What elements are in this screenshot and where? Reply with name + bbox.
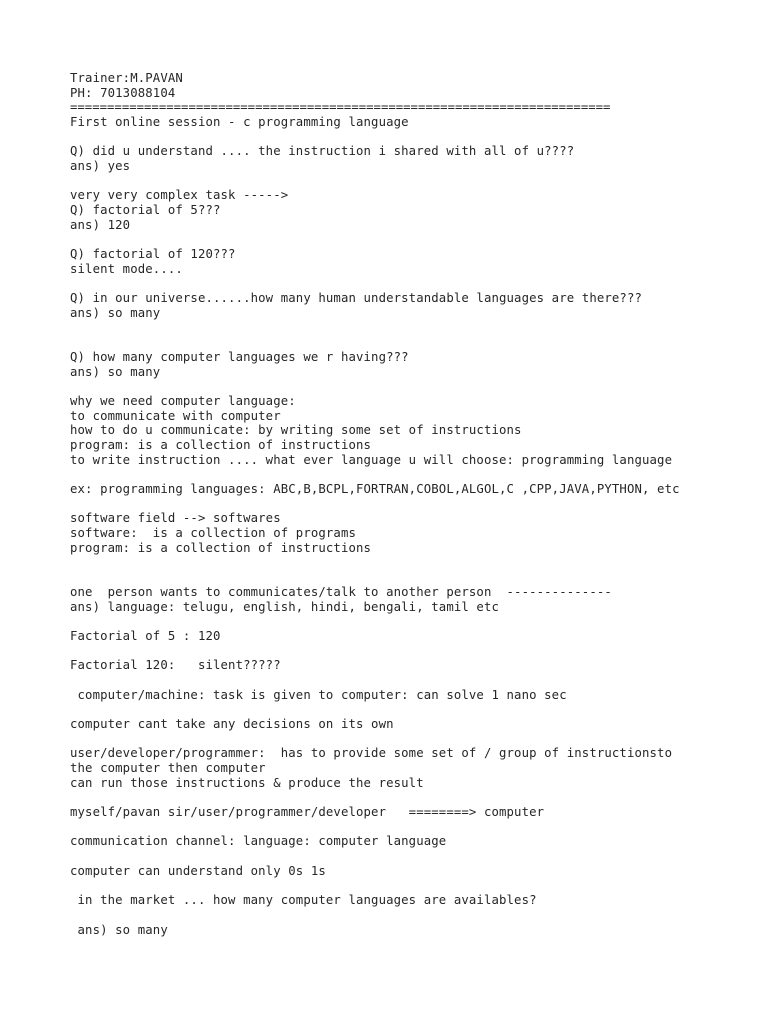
text-line: Q) factorial of 5??? bbox=[70, 203, 221, 218]
text-line: can run those instructions & produce the result bbox=[70, 775, 424, 790]
text-line: software: is a collection of programs bbox=[70, 526, 357, 541]
text-line: ans) so many bbox=[70, 364, 161, 379]
text-line: computer/machine: task is given to computer: can solve 1 nano sec bbox=[70, 687, 567, 702]
text-line-blank bbox=[70, 321, 730, 336]
text-line-blank bbox=[70, 644, 730, 659]
text-line: ans) language: telugu, english, hindi, bengali, tamil etc bbox=[70, 599, 500, 614]
text-line: ========================================================================= bbox=[70, 100, 611, 115]
text-line: silent mode.... bbox=[70, 261, 183, 276]
text-line-blank bbox=[70, 130, 730, 145]
text-line-blank bbox=[70, 335, 730, 350]
text-line-blank bbox=[70, 174, 730, 189]
text-line: PH: 7013088104 bbox=[70, 85, 176, 100]
text-line: ex: programming languages: ABC,B,BCPL,FORTRAN,COBOL,ALGOL,C ,CPP,JAVA,PYTHON, etc bbox=[70, 482, 680, 497]
text-line-blank bbox=[70, 233, 730, 248]
text-line-blank bbox=[70, 467, 730, 482]
text-line: program: is a collection of instructions bbox=[70, 540, 372, 555]
text-line-blank bbox=[70, 556, 730, 571]
text-line: software field --> softwares bbox=[70, 511, 281, 526]
text-line: how to do u communicate: by writing some set of instructions bbox=[70, 423, 522, 438]
text-line-blank bbox=[70, 673, 730, 688]
text-line-blank bbox=[70, 277, 730, 292]
text-line: user/developer/programmer: has to provide some set of / group of instructionsto bbox=[70, 746, 673, 761]
text-line: computer can understand only 0s 1s bbox=[70, 863, 326, 878]
text-line: Factorial of 5 : 120 bbox=[70, 628, 221, 643]
text-line-blank bbox=[70, 732, 730, 747]
text-line: program: is a collection of instructions bbox=[70, 438, 372, 453]
text-line-blank bbox=[70, 790, 730, 805]
text-line: to communicate with computer bbox=[70, 408, 281, 423]
text-line: ans) so many bbox=[70, 922, 168, 937]
text-line: ans) 120 bbox=[70, 217, 131, 232]
text-line-blank bbox=[70, 379, 730, 394]
text-line: very very complex task -----> bbox=[70, 188, 289, 203]
text-line: Factorial 120: silent????? bbox=[70, 658, 281, 673]
text-line: computer cant take any decisions on its own bbox=[70, 717, 394, 732]
text-line: why we need computer language: bbox=[70, 394, 296, 409]
text-line: communication channel: language: computer language bbox=[70, 834, 447, 849]
text-line: ans) so many bbox=[70, 305, 161, 320]
text-line: Q) in our universe......how many human understandable languages are there??? bbox=[70, 291, 643, 306]
text-line: Q) did u understand .... the instruction i shared with all of u???? bbox=[70, 144, 575, 159]
text-line: to write instruction .... what ever language u will choose: programming language bbox=[70, 452, 673, 467]
text-line: Q) how many computer languages we r having??? bbox=[70, 349, 409, 364]
text-line-blank bbox=[70, 849, 730, 864]
text-line-blank bbox=[70, 570, 730, 585]
text-line: First online session - c programming language bbox=[70, 115, 409, 130]
text-line-blank bbox=[70, 820, 730, 835]
text-line: Trainer:M.PAVAN bbox=[70, 71, 183, 85]
document-text-body bbox=[70, 71, 730, 937]
text-line: the computer then computer bbox=[70, 761, 266, 776]
text-line: ans) yes bbox=[70, 159, 131, 174]
text-line: in the market ... how many computer languages are availables? bbox=[70, 893, 537, 908]
text-line-blank bbox=[70, 908, 730, 923]
text-line: one person wants to communicates/talk to another person -------------- bbox=[70, 584, 612, 599]
text-line-blank bbox=[70, 879, 730, 894]
text-line-blank bbox=[70, 614, 730, 629]
text-line-blank bbox=[70, 497, 730, 512]
text-line: Q) factorial of 120??? bbox=[70, 247, 236, 262]
text-line-blank bbox=[70, 702, 730, 717]
text-line: myself/pavan sir/user/programmer/developer ========> computer bbox=[70, 805, 545, 820]
